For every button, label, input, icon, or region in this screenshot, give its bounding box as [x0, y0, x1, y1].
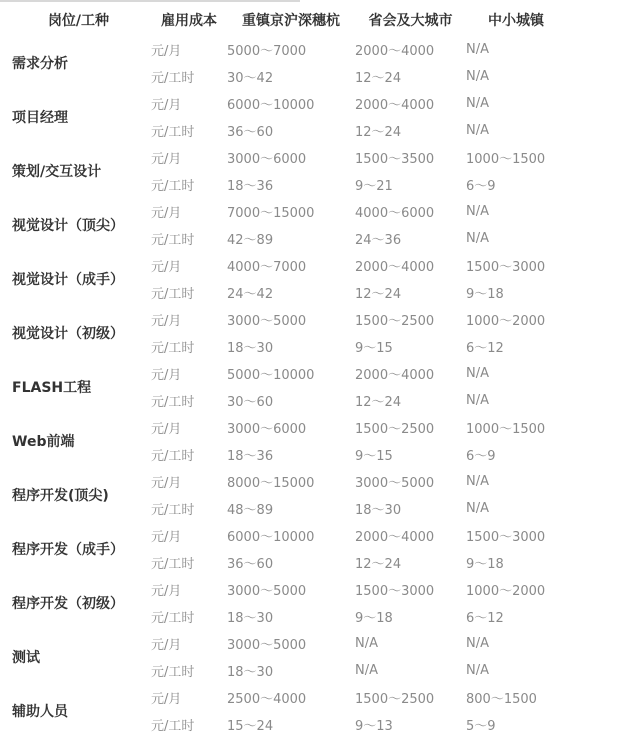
role-name: 需求分析 [12, 56, 68, 72]
tier1-cost: 18～30 [227, 611, 274, 626]
tier1-cost: 4000～7000 [227, 260, 307, 275]
cost-unit: 元/月 [151, 422, 182, 437]
table-row-monthly [6, 90, 566, 117]
tier2-cost: 9～21 [355, 179, 393, 194]
tier3-cost: 6～9 [466, 179, 496, 194]
tier3-cost: N/A [466, 204, 489, 219]
tier3-cost: 1500～3000 [466, 260, 546, 275]
cost-unit: 元/工时 [151, 341, 195, 356]
table-row-monthly [6, 360, 566, 387]
tier3-cost: N/A [466, 474, 489, 489]
tier2-cost: 1500～3500 [355, 152, 435, 167]
tier2-cost: 9～18 [355, 611, 393, 626]
role-name: 辅助人员 [12, 704, 68, 720]
tier3-cost: N/A [466, 42, 489, 57]
tier3-cost: 1000～1500 [466, 422, 546, 437]
header-tier3-cities: 中小城镇 [488, 13, 544, 29]
tier2-cost: 12～24 [355, 395, 402, 410]
tier2-cost: 12～24 [355, 125, 402, 140]
cost-unit: 元/工时 [151, 449, 195, 464]
cost-unit: 元/月 [151, 584, 182, 599]
cost-unit: 元/工时 [151, 287, 195, 302]
tier2-cost: 2000～4000 [355, 530, 435, 545]
tier3-cost: N/A [466, 663, 489, 678]
tier3-cost: N/A [466, 636, 489, 651]
header-role: 岗位/工种 [47, 13, 110, 29]
tier2-cost: 2000～4000 [355, 98, 435, 113]
header-tier2-cities: 省会及大城市 [368, 13, 453, 29]
tier3-cost: N/A [466, 96, 489, 111]
tier2-cost: N/A [355, 663, 378, 678]
tier1-cost: 3000～5000 [227, 584, 307, 599]
cost-unit: 元/月 [151, 260, 182, 275]
tier1-cost: 7000～15000 [227, 206, 315, 221]
cost-unit: 元/月 [151, 692, 182, 707]
cost-unit: 元/工时 [151, 233, 195, 248]
labor-cost-table [6, 4, 566, 738]
tier3-cost: 1500～3000 [466, 530, 546, 545]
role-name: FLASH工程 [12, 380, 92, 396]
tier2-cost: 12～24 [355, 557, 402, 572]
tier3-cost: 800～1500 [466, 692, 537, 707]
cost-unit: 元/工时 [151, 179, 195, 194]
role-name: 视觉设计（顶尖） [12, 218, 124, 234]
tier1-cost: 18～30 [227, 665, 274, 680]
cost-unit: 元/工时 [151, 395, 195, 410]
tier2-cost: 4000～6000 [355, 206, 435, 221]
table-row-monthly [6, 684, 566, 711]
role-name: 策划/交互设计 [12, 164, 102, 180]
tier1-cost: 36～60 [227, 557, 274, 572]
table-row-monthly [6, 414, 566, 441]
tier3-cost: 9～18 [466, 287, 504, 302]
cost-unit: 元/月 [151, 314, 182, 329]
tier3-cost: 1000～2000 [466, 584, 546, 599]
tier1-cost: 6000～10000 [227, 530, 315, 545]
tier2-cost: 12～24 [355, 71, 402, 86]
cost-unit: 元/工时 [151, 557, 195, 572]
tier1-cost: 15～24 [227, 719, 274, 734]
tier1-cost: 48～89 [227, 503, 274, 518]
tier3-cost: 1000～2000 [466, 314, 546, 329]
table-row-monthly [6, 522, 566, 549]
tier3-cost: N/A [466, 366, 489, 381]
tier1-cost: 30～60 [227, 395, 274, 410]
tier1-cost: 18～30 [227, 341, 274, 356]
role-name: 项目经理 [12, 110, 68, 126]
cost-unit: 元/月 [151, 530, 182, 545]
tier3-cost: 5～9 [466, 719, 496, 734]
tier3-cost: N/A [466, 231, 489, 246]
tier1-cost: 24～42 [227, 287, 274, 302]
table-row-monthly [6, 144, 566, 171]
header-tier1-cities: 重镇京沪深穗杭 [242, 13, 340, 29]
cost-unit: 元/月 [151, 44, 182, 59]
tier2-cost: 12～24 [355, 287, 402, 302]
table-body [6, 36, 566, 738]
tier1-cost: 5000～10000 [227, 368, 315, 383]
tier1-cost: 30～42 [227, 71, 274, 86]
tier1-cost: 42～89 [227, 233, 274, 248]
tier3-cost: N/A [466, 501, 489, 516]
table-row-monthly [6, 306, 566, 333]
cost-unit: 元/工时 [151, 611, 195, 626]
tier2-cost: 2000～4000 [355, 44, 435, 59]
tier1-cost: 18～36 [227, 179, 274, 194]
tier2-cost: 1500～3000 [355, 584, 435, 599]
tier1-cost: 2500～4000 [227, 692, 307, 707]
tier3-cost: N/A [466, 123, 489, 138]
tier3-cost: N/A [466, 393, 489, 408]
tier2-cost: 9～13 [355, 719, 393, 734]
table-row-monthly [6, 252, 566, 279]
tier1-cost: 18～36 [227, 449, 274, 464]
role-name: 程序开发（初级） [12, 596, 124, 612]
tier2-cost: 3000～5000 [355, 476, 435, 491]
cost-unit: 元/月 [151, 638, 182, 653]
role-name: 程序开发（成手） [12, 542, 124, 558]
cost-unit: 元/月 [151, 368, 182, 383]
tier2-cost: 1500～2500 [355, 314, 435, 329]
tier3-cost: 6～12 [466, 611, 504, 626]
tier2-cost: 2000～4000 [355, 260, 435, 275]
tier1-cost: 3000～6000 [227, 152, 307, 167]
table-row-monthly [6, 36, 566, 63]
tier1-cost: 3000～5000 [227, 314, 307, 329]
cost-unit: 元/工时 [151, 125, 195, 140]
cost-unit: 元/月 [151, 476, 182, 491]
cost-unit: 元/工时 [151, 719, 195, 734]
table-header-row [6, 4, 566, 36]
cost-unit: 元/月 [151, 98, 182, 113]
cost-unit: 元/工时 [151, 665, 195, 680]
table-row-monthly [6, 198, 566, 225]
table-row-monthly [6, 576, 566, 603]
tier1-cost: 3000～5000 [227, 638, 307, 653]
header-cost: 雇用成本 [161, 13, 217, 29]
role-name: 测试 [12, 650, 40, 666]
cost-unit: 元/月 [151, 206, 182, 221]
tier2-cost: 1500～2500 [355, 422, 435, 437]
tier1-cost: 8000～15000 [227, 476, 315, 491]
tier1-cost: 5000～7000 [227, 44, 307, 59]
tier1-cost: 3000～6000 [227, 422, 307, 437]
tier3-cost: 6～12 [466, 341, 504, 356]
tier3-cost: 6～9 [466, 449, 496, 464]
cost-unit: 元/工时 [151, 71, 195, 86]
cost-unit: 元/月 [151, 152, 182, 167]
tier2-cost: 9～15 [355, 449, 393, 464]
tier3-cost: 1000～1500 [466, 152, 546, 167]
table-row-monthly [6, 630, 566, 657]
tier1-cost: 6000～10000 [227, 98, 315, 113]
tier1-cost: 36～60 [227, 125, 274, 140]
role-name: Web前端 [12, 434, 75, 450]
cost-unit: 元/工时 [151, 503, 195, 518]
role-name: 视觉设计（初级） [12, 326, 124, 342]
tier2-cost: 2000～4000 [355, 368, 435, 383]
tier2-cost: N/A [355, 636, 378, 651]
tier2-cost: 18～30 [355, 503, 402, 518]
tier3-cost: 9～18 [466, 557, 504, 572]
table-row-monthly [6, 468, 566, 495]
tier2-cost: 9～15 [355, 341, 393, 356]
tier3-cost: N/A [466, 69, 489, 84]
role-name: 视觉设计（成手） [12, 272, 124, 288]
tier2-cost: 1500～2500 [355, 692, 435, 707]
role-name: 程序开发(顶尖) [12, 488, 109, 504]
tier2-cost: 24～36 [355, 233, 402, 248]
